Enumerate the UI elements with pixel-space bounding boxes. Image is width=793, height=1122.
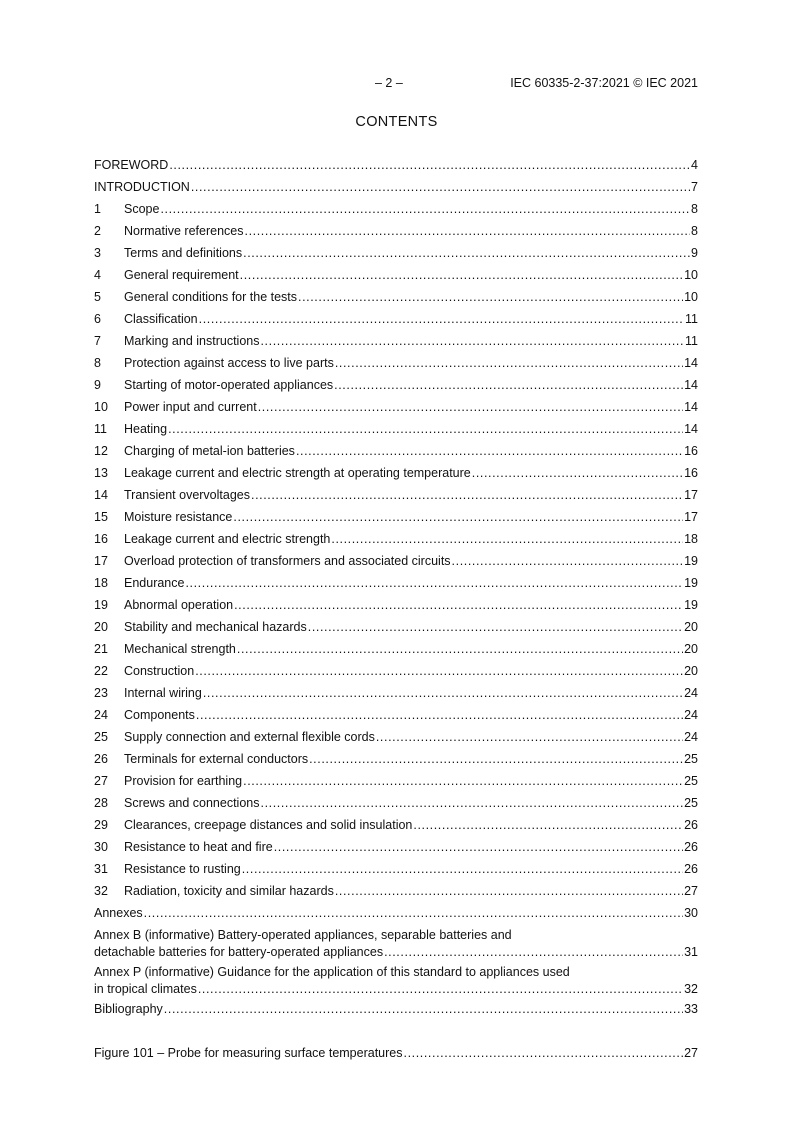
toc-entry-page: 25 [684, 774, 698, 788]
toc-entry-number: 23 [94, 686, 108, 700]
toc-entry [94, 421, 698, 443]
dot-leader [164, 1001, 683, 1018]
toc-entry-number: 30 [94, 840, 108, 854]
toc-entry [94, 773, 698, 795]
toc-entry [94, 685, 698, 707]
toc-entry-line [94, 443, 698, 460]
toc-entry-label: Overload protection of transformers and associated circuits [124, 554, 451, 568]
toc-entry-label: Endurance [124, 576, 185, 590]
dot-leader [452, 553, 684, 570]
page-number: – 2 – [375, 76, 403, 90]
toc-entry-number: 27 [94, 774, 108, 788]
dot-leader [308, 619, 683, 636]
toc-entry [94, 964, 698, 1001]
toc-entry-page: 19 [684, 576, 698, 590]
toc-entry-line [94, 1001, 698, 1018]
toc-entry [94, 707, 698, 729]
toc-entry-number: 18 [94, 576, 108, 590]
toc-entry-label: Annex P (informative) Guidance for the application of this standard to appliances used [94, 965, 570, 979]
toc-entry-line [94, 465, 698, 482]
dot-leader [185, 575, 683, 592]
dot-leader [198, 981, 683, 998]
toc-entry [94, 443, 698, 465]
toc-entry-line [94, 377, 698, 394]
toc-entry [94, 641, 698, 663]
toc-entry-number: 16 [94, 532, 108, 546]
toc-entry-line [94, 964, 698, 981]
toc-entry-line [94, 707, 698, 724]
toc-entry-page: 10 [684, 290, 698, 304]
page-header [0, 76, 793, 92]
toc-entry-line [94, 179, 698, 196]
toc-entry-number: 1 [94, 202, 101, 216]
toc-entry-number: 26 [94, 752, 108, 766]
toc-entry-page: 18 [684, 532, 698, 546]
toc-entry [94, 377, 698, 399]
toc-entry-line [94, 311, 698, 328]
toc-entry [94, 245, 698, 267]
toc-entry-line [94, 421, 698, 438]
dot-leader [234, 597, 683, 614]
toc-entry [94, 839, 698, 861]
toc-entry-label: Scope [124, 202, 160, 216]
toc-entry-label: Resistance to rusting [124, 862, 241, 876]
toc-entry-line [94, 944, 698, 961]
toc-entry [94, 729, 698, 751]
toc-entry-page: 30 [684, 906, 698, 920]
toc-entry-label: Construction [124, 664, 195, 678]
toc-entry-number: 13 [94, 466, 108, 480]
toc-entry [94, 597, 698, 619]
toc-entry [94, 531, 698, 553]
toc-entry-line [94, 289, 698, 306]
toc-entry-page: 7 [691, 180, 698, 194]
dot-leader [233, 509, 683, 526]
toc-entry-number: 29 [94, 818, 108, 832]
toc-entry [94, 157, 698, 179]
toc-entry [94, 311, 698, 333]
toc-entry-label: General conditions for the tests [124, 290, 298, 304]
dot-leader [413, 817, 683, 834]
dot-leader [245, 223, 691, 240]
toc-entry-label: FOREWORD [94, 158, 169, 172]
toc-entry-label: Moisture resistance [124, 510, 233, 524]
toc-entry-line [94, 619, 698, 636]
toc-entry-number: 25 [94, 730, 108, 744]
dot-leader [296, 443, 683, 460]
dot-leader [334, 377, 683, 394]
toc-entry-number: 4 [94, 268, 101, 282]
toc-entry-line [94, 245, 698, 262]
dot-leader [242, 861, 683, 878]
toc-entry [94, 399, 698, 421]
toc-entry-number: 22 [94, 664, 108, 678]
toc-entry-number: 12 [94, 444, 108, 458]
standard-reference: IEC 60335-2-37:2021 © IEC 2021 [510, 76, 698, 90]
dot-leader [196, 707, 683, 724]
toc-entry-label: Classification [124, 312, 198, 326]
toc-entry-page: 33 [684, 1002, 698, 1016]
toc-entry-page: 11 [685, 312, 698, 326]
toc-entry-label: Abnormal operation [124, 598, 234, 612]
dot-leader [331, 531, 683, 548]
toc-entry [94, 487, 698, 509]
toc-entry [94, 1001, 698, 1023]
toc-entry [94, 927, 698, 964]
toc-entry-line [94, 487, 698, 504]
dot-leader [260, 333, 684, 350]
toc-entry-number: 28 [94, 796, 108, 810]
dot-leader [309, 751, 683, 768]
toc-entry-label: Power input and current [124, 400, 257, 414]
toc-entry-label: INTRODUCTION [94, 180, 190, 194]
dot-leader [243, 245, 690, 262]
toc-entry-page: 20 [684, 620, 698, 634]
page-title: CONTENTS [355, 114, 438, 130]
toc-entry-label: Mechanical strength [124, 642, 236, 656]
toc-entry-page: 11 [685, 334, 698, 348]
toc-entry-page: 20 [684, 642, 698, 656]
toc-entry-page: 31 [684, 945, 698, 959]
toc-entry-page: 24 [684, 686, 698, 700]
dot-leader [168, 421, 683, 438]
toc-entry [94, 751, 698, 773]
toc-entry-page: 14 [684, 378, 698, 392]
toc-entry-page: 14 [684, 400, 698, 414]
toc-entry-number: 6 [94, 312, 101, 326]
toc-entry-page: 24 [684, 708, 698, 722]
toc-entry-page: 20 [684, 664, 698, 678]
table-of-contents [94, 157, 698, 1023]
toc-entry-page: 19 [684, 598, 698, 612]
toc-entry-number: 15 [94, 510, 108, 524]
toc-entry-label: Radiation, toxicity and similar hazards [124, 884, 334, 898]
dot-leader [240, 267, 683, 284]
dot-leader [335, 883, 683, 900]
toc-entry-page: 8 [691, 224, 698, 238]
toc-entry-line [94, 267, 698, 284]
toc-entry-label: Normative references [124, 224, 244, 238]
dot-leader [237, 641, 683, 658]
toc-entry-line [94, 817, 698, 834]
toc-entry-line [94, 333, 698, 350]
toc-entry-label-continued: in tropical climates [94, 982, 197, 996]
toc-entry-number: 11 [94, 422, 107, 436]
toc-entry-line [94, 751, 698, 768]
toc-entry-number: 9 [94, 378, 101, 392]
dot-leader [199, 311, 684, 328]
toc-entry-page: 25 [684, 796, 698, 810]
toc-entry [94, 355, 698, 377]
toc-entry-line [94, 575, 698, 592]
toc-entry-label: Provision for earthing [124, 774, 243, 788]
dot-leader [376, 729, 683, 746]
toc-entry-label: Heating [124, 422, 168, 436]
toc-entry-page: 16 [684, 466, 698, 480]
toc-entry [94, 201, 698, 223]
toc-entry-line [94, 685, 698, 702]
toc-entry-label: Charging of metal-ion batteries [124, 444, 295, 458]
toc-entry-page: 26 [684, 862, 698, 876]
toc-entry-number: 24 [94, 708, 108, 722]
dot-leader [335, 355, 683, 372]
dot-leader [298, 289, 683, 306]
toc-entry [94, 817, 698, 839]
toc-entry-number: 32 [94, 884, 108, 898]
toc-entry-line [94, 729, 698, 746]
list-of-figures [94, 1046, 698, 1060]
toc-entry-page: 19 [684, 554, 698, 568]
toc-entry [94, 883, 698, 905]
toc-entry-page: 17 [684, 488, 698, 502]
figure-entry-label: Figure 101 – Probe for measuring surface temperatures [94, 1046, 403, 1060]
toc-entry-line [94, 795, 698, 812]
dot-leader [191, 179, 690, 196]
dot-leader [261, 795, 684, 812]
toc-entry-page: 14 [684, 356, 698, 370]
toc-entry-line [94, 663, 698, 680]
toc-entry-number: 2 [94, 224, 101, 238]
toc-entry [94, 509, 698, 531]
toc-entry-page: 8 [691, 202, 698, 216]
toc-entry-line [94, 223, 698, 240]
toc-entry-number: 5 [94, 290, 101, 304]
toc-entry-line [94, 531, 698, 548]
toc-entry-page: 9 [691, 246, 698, 260]
dot-leader [472, 465, 683, 482]
toc-entry-label: Screws and connections [124, 796, 260, 810]
toc-entry-line [94, 399, 698, 416]
toc-entry-label: Components [124, 708, 195, 722]
dot-leader [160, 201, 690, 218]
toc-entry-line [94, 839, 698, 856]
toc-entry-label: Terms and definitions [124, 246, 243, 260]
toc-entry-label: Annexes [94, 906, 143, 920]
toc-entry-page: 24 [684, 730, 698, 744]
toc-entry-line [94, 927, 698, 944]
dot-leader [404, 1046, 684, 1060]
toc-entry-line [94, 981, 698, 998]
figure-entry [94, 1046, 698, 1060]
toc-entry [94, 795, 698, 817]
toc-entry-line [94, 773, 698, 790]
toc-entry-line [94, 861, 698, 878]
dot-leader [274, 839, 683, 856]
toc-entry-label: General requirement [124, 268, 239, 282]
toc-entry-line [94, 905, 698, 922]
toc-entry-label: Bibliography [94, 1002, 163, 1016]
toc-entry-line [94, 201, 698, 218]
toc-entry-label: Leakage current and electric strength at operating temperature [124, 466, 471, 480]
toc-entry-page: 32 [684, 982, 698, 996]
toc-entry-label: Internal wiring [124, 686, 202, 700]
toc-entry-line [94, 509, 698, 526]
toc-entry-line [94, 355, 698, 372]
toc-entry-page: 16 [684, 444, 698, 458]
dot-leader [258, 399, 683, 416]
toc-entry [94, 663, 698, 685]
toc-entry-label: Annex B (informative) Battery-operated appliances, separable batteries and [94, 928, 512, 942]
toc-entry-label: Transient overvoltages [124, 488, 250, 502]
toc-entry-line [94, 641, 698, 658]
dot-leader [243, 773, 683, 790]
toc-entry-number: 14 [94, 488, 108, 502]
toc-entry-page: 25 [684, 752, 698, 766]
toc-entry-page: 27 [684, 884, 698, 898]
toc-entry-line [94, 597, 698, 614]
toc-entry-number: 17 [94, 554, 108, 568]
dot-leader [195, 663, 683, 680]
toc-entry-page: 26 [684, 840, 698, 854]
toc-entry [94, 553, 698, 575]
dot-leader [384, 944, 683, 961]
toc-entry-page: 26 [684, 818, 698, 832]
dot-leader [203, 685, 683, 702]
toc-entry-page: 14 [684, 422, 698, 436]
toc-entry-number: 21 [94, 642, 108, 656]
toc-entry-number: 19 [94, 598, 108, 612]
toc-entry [94, 179, 698, 201]
toc-entry-number: 31 [94, 862, 108, 876]
toc-entry-label: Starting of motor-operated appliances [124, 378, 334, 392]
toc-entry-number: 7 [94, 334, 101, 348]
toc-entry-label: Stability and mechanical hazards [124, 620, 307, 634]
toc-entry-page: 4 [691, 158, 698, 172]
toc-entry [94, 223, 698, 245]
toc-entry-label: Clearances, creepage distances and solid insulation [124, 818, 413, 832]
toc-entry [94, 861, 698, 883]
toc-entry [94, 289, 698, 311]
toc-entry-label: Terminals for external conductors [124, 752, 309, 766]
toc-entry-line [94, 883, 698, 900]
toc-entry-label: Supply connection and external flexible cords [124, 730, 375, 744]
toc-entry-number: 3 [94, 246, 101, 260]
toc-entry [94, 333, 698, 355]
toc-entry [94, 905, 698, 927]
toc-entry-line [94, 157, 698, 174]
figure-entry-page: 27 [684, 1046, 698, 1060]
toc-entry-label-continued: detachable batteries for battery-operated appliances [94, 945, 384, 959]
toc-entry-page: 10 [684, 268, 698, 282]
toc-entry [94, 619, 698, 641]
toc-entry [94, 267, 698, 289]
toc-entry-number: 10 [94, 400, 108, 414]
dot-leader [251, 487, 683, 504]
dot-leader [144, 905, 683, 922]
toc-entry [94, 575, 698, 597]
toc-entry-label: Leakage current and electric strength [124, 532, 331, 546]
toc-entry-number: 20 [94, 620, 108, 634]
toc-entry-label: Protection against access to live parts [124, 356, 334, 370]
toc-entry-number: 8 [94, 356, 101, 370]
dot-leader [169, 157, 690, 174]
toc-entry-page: 17 [684, 510, 698, 524]
toc-entry-line [94, 553, 698, 570]
toc-entry [94, 465, 698, 487]
toc-entry-label: Resistance to heat and fire [124, 840, 273, 854]
toc-entry-label: Marking and instructions [124, 334, 260, 348]
